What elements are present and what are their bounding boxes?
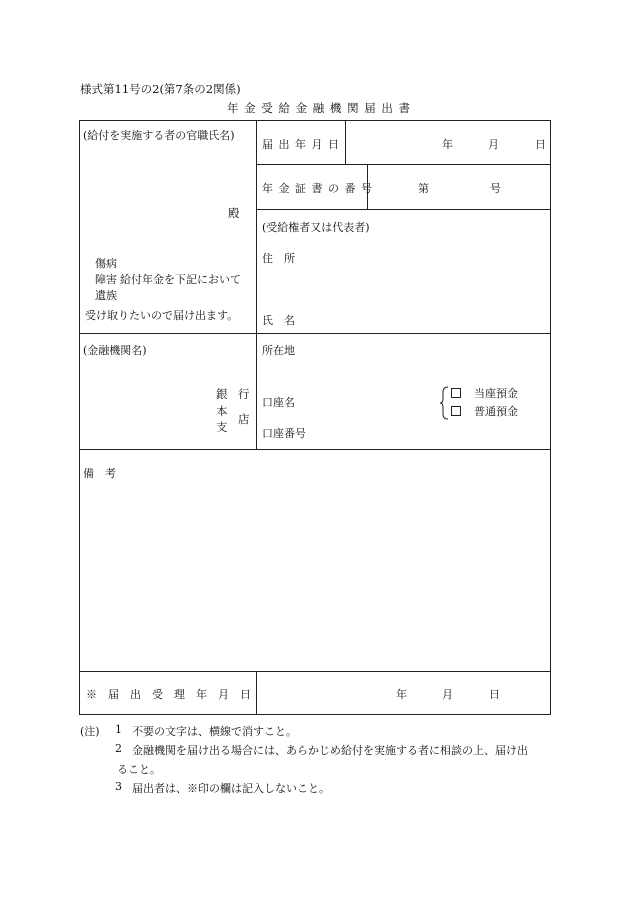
benefit-option-disability: 障害 bbox=[95, 273, 117, 286]
checking-checkbox[interactable] bbox=[451, 388, 461, 398]
closing-text: 受け取りたいので届け出ます。 bbox=[85, 309, 239, 322]
bank-ginko: 銀 bbox=[216, 387, 228, 401]
pension-cert-label: 年 金 証 書 の 番 号 bbox=[262, 182, 373, 195]
bank-ko: 行 bbox=[238, 387, 250, 401]
note-1-number: 1 bbox=[115, 723, 122, 736]
remarks-label: 備 考 bbox=[83, 467, 116, 480]
receipt-month: 月 bbox=[442, 688, 453, 701]
official-name-label: (給付を実施する者の官職氏名) bbox=[83, 129, 235, 142]
bank-name-label: (金融機関名) bbox=[83, 344, 147, 357]
cert-go: 号 bbox=[490, 182, 501, 195]
address-label: 住 所 bbox=[262, 252, 295, 265]
bank-location-label: 所在地 bbox=[262, 344, 295, 357]
receipt-date-label: ※ 届 出 受 理 年 月 日 bbox=[86, 688, 251, 701]
branch-ten: 店 bbox=[238, 412, 250, 426]
branch-shi: 支 bbox=[216, 420, 228, 434]
benefit-option-injury: 傷病 bbox=[95, 257, 117, 270]
branch-hon: 本 bbox=[216, 404, 228, 418]
filing-date-day: 日 bbox=[535, 138, 546, 151]
note-2-text-cont: ること。 bbox=[117, 763, 161, 776]
filing-date-year: 年 bbox=[442, 138, 453, 151]
notes-prefix: (注) bbox=[80, 725, 100, 738]
filing-date-label: 届 出 年 月 日 bbox=[262, 138, 340, 151]
account-name-label: 口座名 bbox=[262, 396, 295, 409]
receipt-day: 日 bbox=[489, 688, 500, 701]
account-type-brace bbox=[440, 386, 450, 420]
dono-text: 殿 bbox=[228, 206, 240, 220]
cert-dai: 第 bbox=[418, 182, 429, 195]
name-label: 氏 名 bbox=[262, 314, 295, 327]
benefit-text: 給付年金を下記において bbox=[120, 273, 241, 286]
form-number: 様式第11号の2(第7条の2関係) bbox=[80, 82, 241, 96]
account-number-label: 口座番号 bbox=[262, 427, 306, 440]
checking-label: 当座預金 bbox=[474, 387, 518, 400]
savings-checkbox[interactable] bbox=[451, 406, 461, 416]
receipt-year: 年 bbox=[396, 688, 407, 701]
savings-label: 普通預金 bbox=[474, 405, 518, 418]
note-2-text: 金融機関を届け出る場合には、あらかじめ給付を実施する者に相談の上、届け出 bbox=[132, 744, 528, 757]
recipient-label: (受給権者又は代表者) bbox=[262, 221, 370, 234]
note-1-text: 不要の文字は、横線で消すこと。 bbox=[132, 725, 297, 738]
note-3-number: 3 bbox=[115, 780, 122, 793]
note-3-text: 届出者は、※印の欄は記入しないこと。 bbox=[132, 782, 330, 795]
filing-date-month: 月 bbox=[488, 138, 499, 151]
note-2-number: 2 bbox=[115, 742, 122, 755]
form-title: 年 金 受 給 金 融 機 関 届 出 書 bbox=[227, 101, 412, 115]
benefit-option-survivor: 遺族 bbox=[95, 289, 117, 302]
